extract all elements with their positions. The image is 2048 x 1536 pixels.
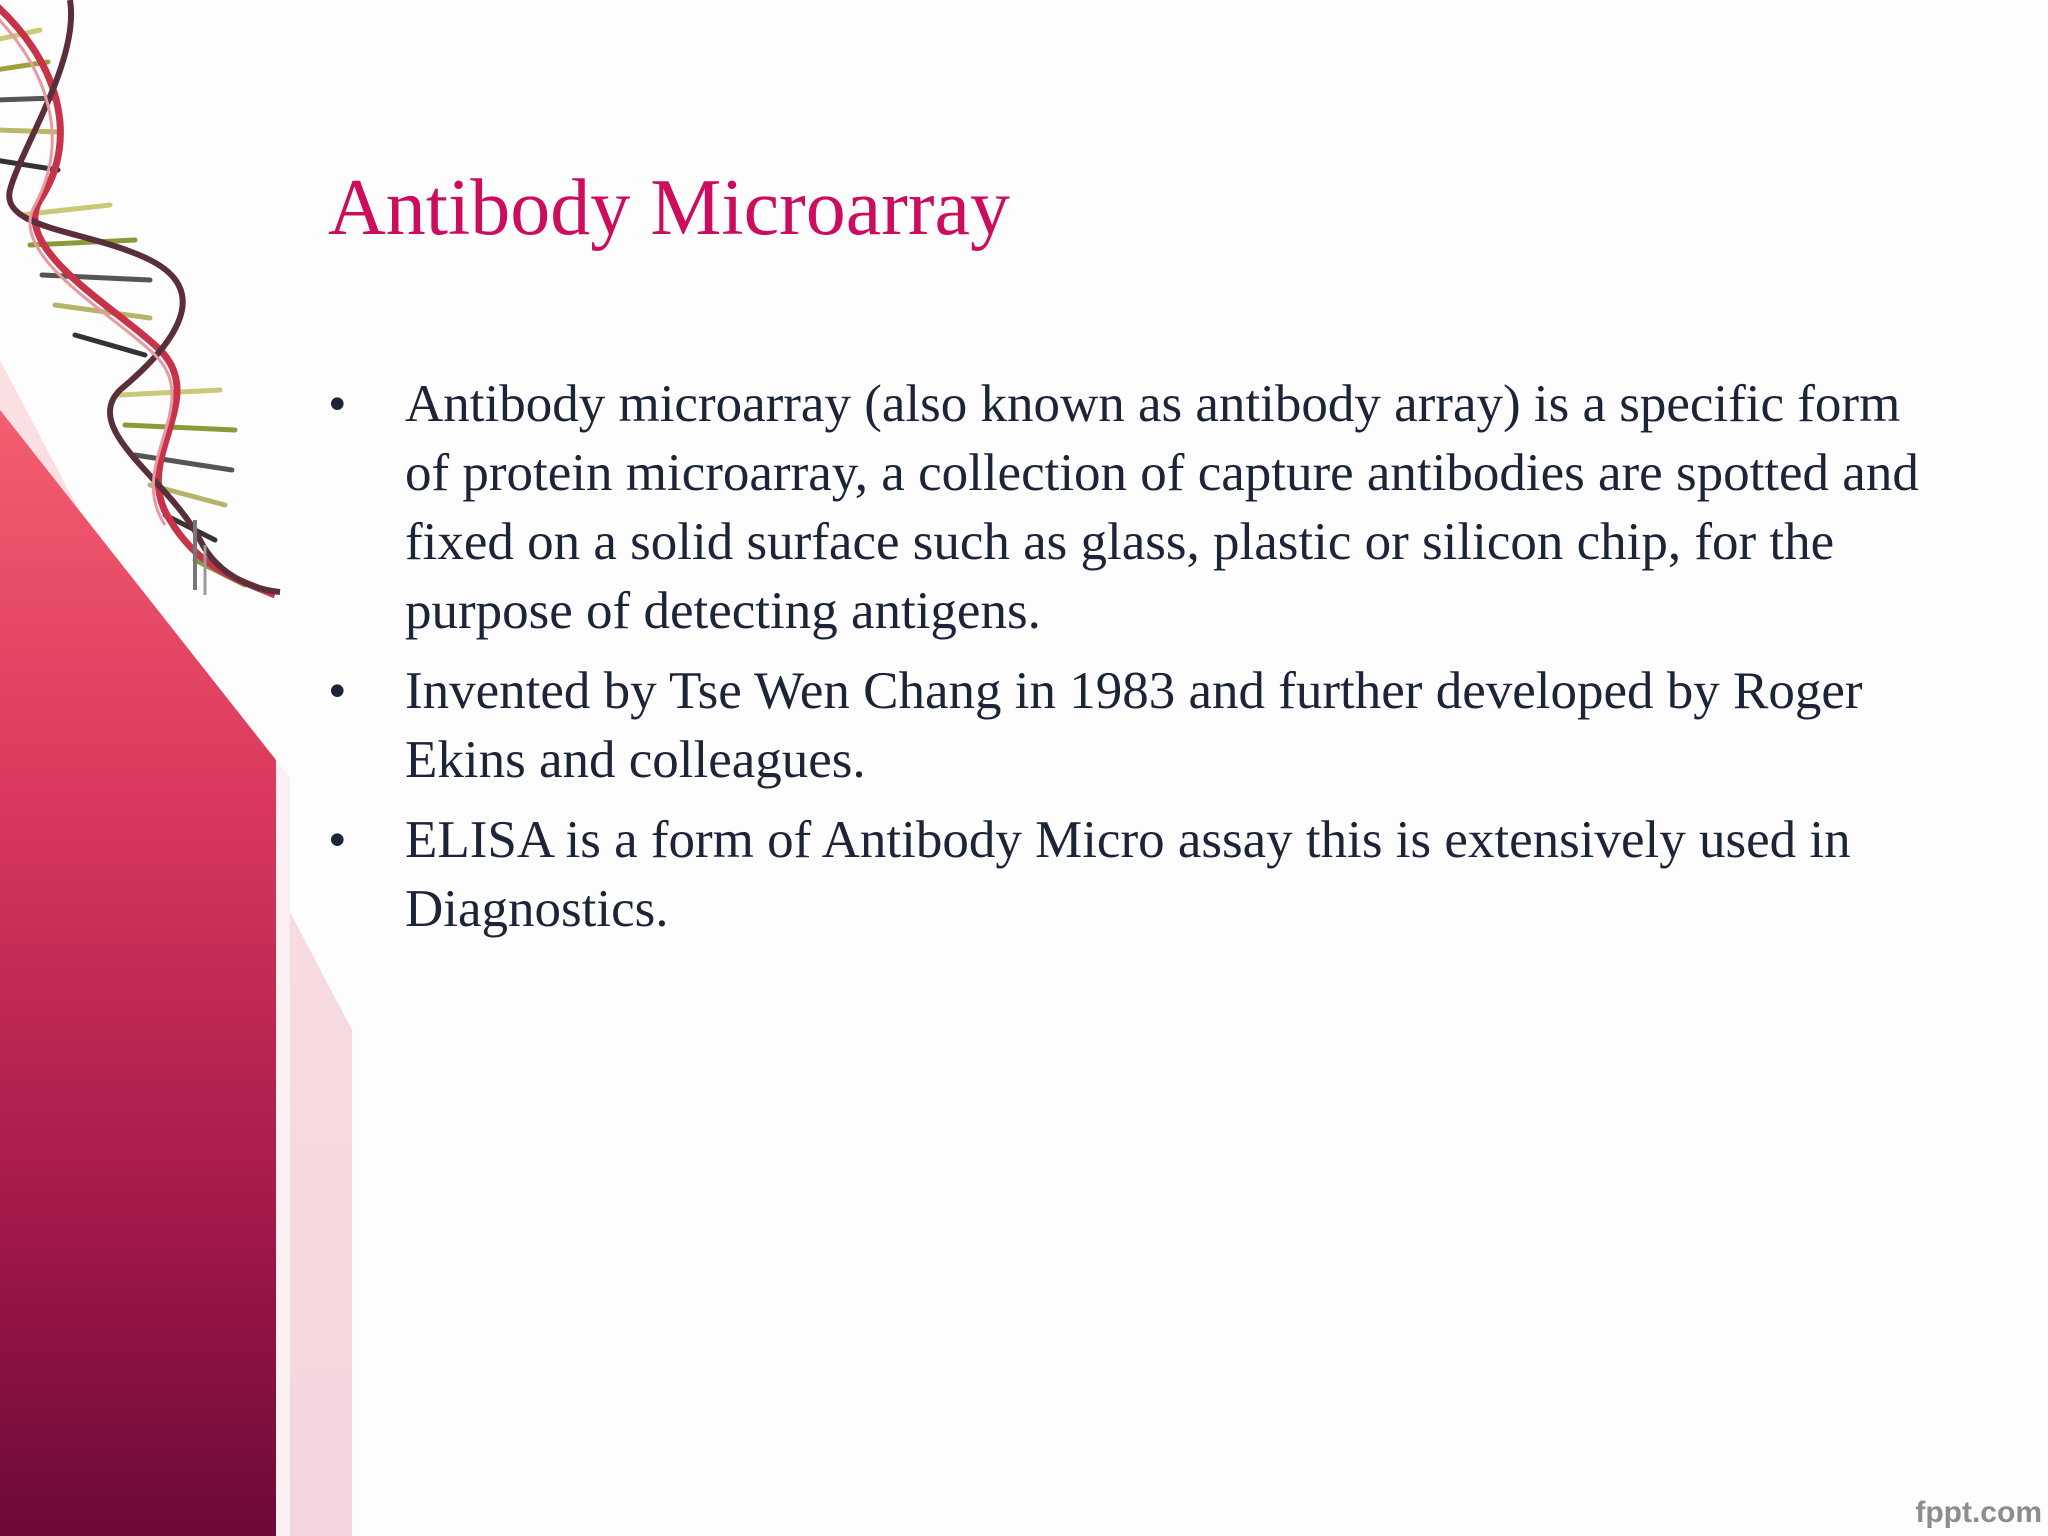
bullet-icon: • [328, 375, 347, 433]
white-divider-stripe [276, 760, 290, 1536]
bullet-icon: • [328, 811, 347, 869]
bullet-icon: • [328, 662, 347, 720]
bullet-item [328, 806, 1938, 944]
watermark-logo: fppt.com [1915, 1496, 2042, 1529]
bullet-item [328, 657, 1938, 795]
bullet-text: Invented by Tse Wen Chang in 1983 and further developed by Roger Ekins and colleagues. [405, 662, 1863, 789]
bullet-list [328, 370, 1938, 955]
bullet-item [328, 370, 1938, 646]
bullet-text: ELISA is a form of Antibody Micro assay this is extensively used in Diagnostics. [405, 811, 1851, 938]
bullet-text: Antibody microarray (also known as antibody array) is a specific form of protein microarray, a collection of capture antibodies are spotted and fixed on a solid surface such as glass, plastic or silicon chip, for the purpose of detecting antigens. [405, 375, 1919, 640]
slide-title: Antibody Microarray [328, 164, 1011, 252]
